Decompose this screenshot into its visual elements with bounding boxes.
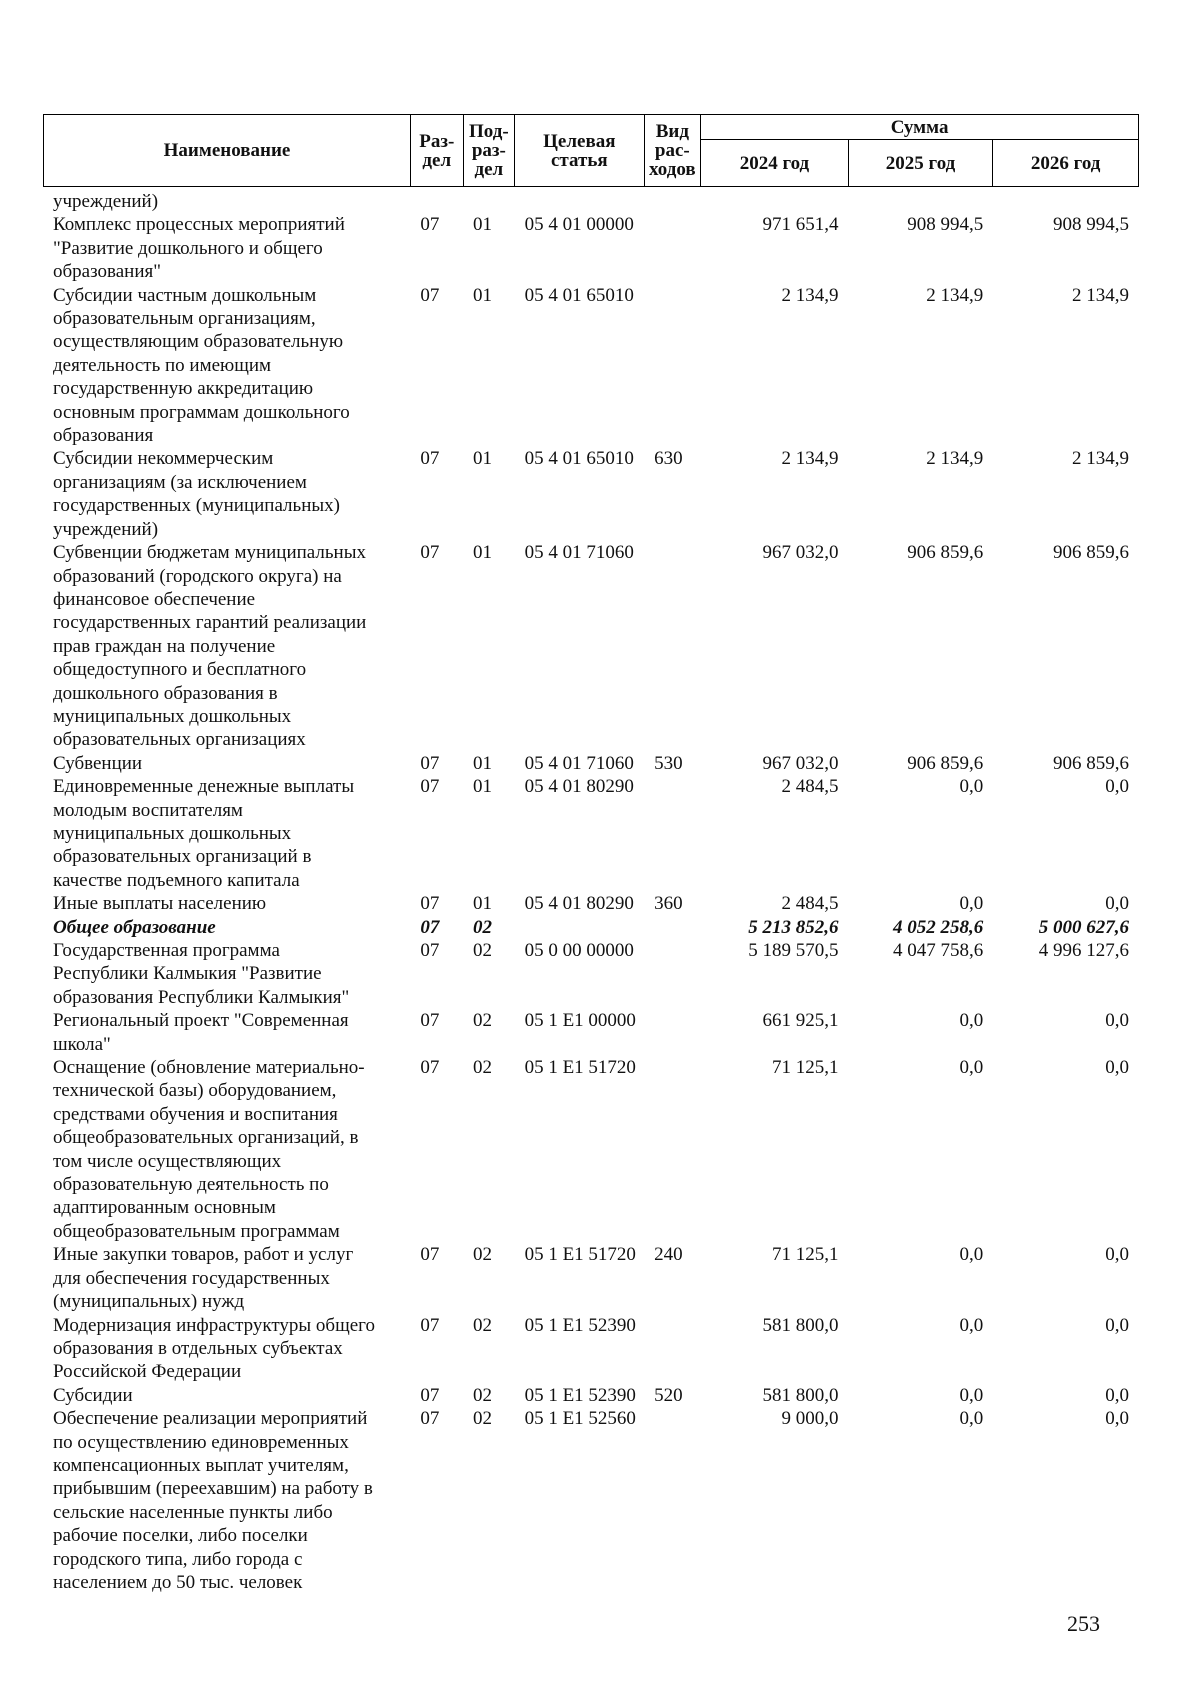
row-name: Обеспечение реализации мероприятий по осуществлению единовременных компенсационных выплат учителям, прибывшим (переехавшим) на работу в сельские населенные пункты либо рабочие поселки, либо поселки городского типа, либо города с населением до 50 тыс. человек xyxy=(53,1408,373,1593)
row-sum-2025: 0,0 xyxy=(959,1408,984,1430)
row-sum-2024: 581 800,0 xyxy=(762,1384,839,1406)
row-sum-2026 xyxy=(993,190,1139,213)
row-vid-rashodov xyxy=(644,284,701,448)
row-name: Иные закупки товаров, работ и услуг для обеспечения государственных (муниципальных) нужд xyxy=(53,1244,354,1313)
row-sum-2024: 2 484,5 xyxy=(781,776,839,798)
row-sum-2026: 908 994,5 xyxy=(1053,214,1129,236)
col-header-2025: 2025 год xyxy=(848,140,993,187)
budget-table-body xyxy=(43,190,1139,1594)
row-name: Субсидии частным дошкольным образовательным организациям, осуществляющим образовательную деятельность по имеющим государственную аккредитацию основным программам дошкольного образования xyxy=(53,284,350,447)
row-vid-rashodov: 520 xyxy=(654,1384,683,1406)
row-podrazdel: 02 xyxy=(472,1057,492,1079)
row-sum-2025: 908 994,5 xyxy=(907,214,984,236)
row-sum-2026: 0,0 xyxy=(1105,1314,1129,1336)
row-celevaya-statya: 05 4 01 65010 xyxy=(524,284,634,306)
row-vid-rashodov: 630 xyxy=(654,448,683,470)
row-sum-2024: 2 134,9 xyxy=(781,448,839,470)
row-celevaya-statya: 05 4 01 80290 xyxy=(524,776,634,798)
row-name: Модернизация инфраструктуры общего образования в отдельных субъектах Российской Федерации xyxy=(53,1314,375,1383)
row-sum-2026: 0,0 xyxy=(1105,1384,1129,1406)
row-vid-rashodov: 360 xyxy=(654,893,683,915)
row-name: Субвенции бюджетам муниципальных образований (городского округа) на финансовое обеспечение государственных гарантий реализации прав граждан на получение общедоступного и бесплатного дошкольного образования в муниципальных дошкольных образовательных организациях xyxy=(53,542,367,751)
row-razdel: 07 xyxy=(420,214,440,236)
row-vid-rashodov xyxy=(644,541,701,752)
row-sum-2026: 4 996 127,6 xyxy=(1038,940,1129,961)
row-sum-2024: 5 213 852,6 xyxy=(748,916,839,938)
row-sum-2025: 906 859,6 xyxy=(907,752,984,774)
row-sum-2025: 2 134,9 xyxy=(926,448,984,470)
row-podrazdel: 01 xyxy=(472,542,492,564)
table-row xyxy=(43,447,1139,541)
row-razdel: 07 xyxy=(420,448,440,470)
row-vid-rashodov: 240 xyxy=(654,1244,683,1266)
col-header-2024: 2024 год xyxy=(701,140,849,187)
row-sum-2024: 967 032,0 xyxy=(762,542,839,564)
row-podrazdel: 01 xyxy=(472,214,492,236)
row-podrazdel: 01 xyxy=(472,776,492,798)
table-row xyxy=(43,939,1139,1009)
table-row xyxy=(43,1407,1139,1594)
row-podrazdel: 02 xyxy=(472,1314,492,1336)
row-sum-2024 xyxy=(701,190,849,213)
table-row xyxy=(43,190,1139,213)
row-celevaya-statya: 05 4 01 71060 xyxy=(524,542,634,564)
row-vid-rashodov xyxy=(644,1407,701,1594)
row-sum-2025: 0,0 xyxy=(959,1314,984,1336)
row-podrazdel: 01 xyxy=(472,284,492,306)
table-row xyxy=(43,284,1139,448)
row-podrazdel: 02 xyxy=(472,1408,492,1430)
row-celevaya-statya: 05 1 E1 52390 xyxy=(524,1384,636,1406)
col-header-summa: Сумма xyxy=(701,115,1139,140)
row-podrazdel: 02 xyxy=(472,1010,492,1032)
row-razdel: 07 xyxy=(420,1408,440,1430)
row-sum-2026: 5 000 627,6 xyxy=(1038,916,1129,938)
row-celevaya-statya: 05 1 E1 51720 xyxy=(524,1057,636,1079)
row-razdel: 07 xyxy=(420,940,440,961)
row-podrazdel: 02 xyxy=(472,916,492,938)
row-sum-2025: 0,0 xyxy=(959,1010,984,1032)
row-name: Субсидии некоммерческим организациям (за исключением государственных (муниципальных) учреждений) xyxy=(53,448,340,540)
row-vid-rashodov xyxy=(644,939,701,1009)
row-podrazdel: 01 xyxy=(472,448,492,470)
row-razdel: 07 xyxy=(420,1244,440,1266)
row-podrazdel xyxy=(463,190,515,213)
row-podrazdel: 02 xyxy=(472,1384,492,1406)
row-razdel: 07 xyxy=(420,1384,440,1406)
table-row xyxy=(43,752,1139,775)
table-row xyxy=(43,775,1139,892)
table-row xyxy=(43,213,1139,283)
row-razdel: 07 xyxy=(420,1010,440,1032)
row-sum-2025: 0,0 xyxy=(959,893,984,915)
row-podrazdel: 02 xyxy=(472,940,492,961)
row-sum-2025: 2 134,9 xyxy=(926,284,984,306)
row-vid-rashodov xyxy=(644,775,701,892)
table-row xyxy=(43,1314,1139,1384)
row-celevaya-statya xyxy=(515,190,645,213)
row-vid-rashodov xyxy=(644,1056,701,1243)
row-vid-rashodov xyxy=(644,213,701,283)
col-header-vid: Вид рас- ходов xyxy=(644,115,701,187)
table-row xyxy=(43,916,1139,939)
row-vid-rashodov: 530 xyxy=(654,752,683,774)
row-name: Государственная программа Республики Калмыкия "Развитие образования Республики Калмыкия" xyxy=(53,940,350,1008)
row-razdel: 07 xyxy=(420,752,440,774)
row-name: Иные выплаты населению xyxy=(53,893,267,915)
col-header-podrazdel: Под- раз- дел xyxy=(463,115,515,187)
row-sum-2024: 71 125,1 xyxy=(772,1057,839,1079)
row-razdel: 07 xyxy=(420,1314,440,1336)
row-name: Субвенции xyxy=(53,752,143,774)
row-sum-2025: 0,0 xyxy=(959,776,984,798)
row-podrazdel: 01 xyxy=(472,893,492,915)
row-name: учреждений) xyxy=(53,191,159,212)
row-sum-2026: 0,0 xyxy=(1105,776,1129,798)
row-name: Общее образование xyxy=(53,916,216,938)
row-razdel: 07 xyxy=(420,284,440,306)
row-name: Субсидии xyxy=(53,1384,133,1406)
row-sum-2025: 4 047 758,6 xyxy=(892,940,984,961)
row-sum-2026: 2 134,9 xyxy=(1072,448,1129,470)
row-celevaya-statya: 05 1 E1 00000 xyxy=(524,1010,636,1032)
row-razdel: 07 xyxy=(420,1057,440,1079)
row-sum-2026: 0,0 xyxy=(1105,1244,1129,1266)
table-row xyxy=(43,892,1139,915)
row-sum-2026: 0,0 xyxy=(1105,1010,1129,1032)
row-sum-2026: 906 859,6 xyxy=(1053,752,1129,774)
row-razdel: 07 xyxy=(420,542,440,564)
row-vid-rashodov xyxy=(644,1009,701,1056)
row-sum-2025: 0,0 xyxy=(959,1384,984,1406)
row-sum-2024: 971 651,4 xyxy=(762,214,839,236)
row-sum-2025: 0,0 xyxy=(959,1244,984,1266)
row-vid-rashodov xyxy=(644,190,701,213)
row-celevaya-statya: 05 4 01 65010 xyxy=(524,448,634,470)
row-razdel: 07 xyxy=(420,916,440,938)
row-razdel: 07 xyxy=(420,776,440,798)
row-razdel: 07 xyxy=(420,893,440,915)
row-podrazdel: 01 xyxy=(472,752,492,774)
row-podrazdel: 02 xyxy=(472,1244,492,1266)
row-vid-rashodov xyxy=(644,916,701,939)
row-sum-2024: 581 800,0 xyxy=(762,1314,839,1336)
row-celevaya-statya: 05 4 01 80290 xyxy=(524,893,634,915)
row-sum-2025: 0,0 xyxy=(959,1057,984,1079)
table-header xyxy=(43,114,1139,187)
row-celevaya-statya: 05 1 E1 52390 xyxy=(524,1314,636,1336)
row-sum-2026: 0,0 xyxy=(1105,893,1129,915)
row-sum-2024: 71 125,1 xyxy=(772,1244,839,1266)
table-row xyxy=(43,1243,1139,1313)
table-row xyxy=(43,1384,1139,1407)
row-sum-2024: 2 134,9 xyxy=(781,284,839,306)
row-sum-2025 xyxy=(849,190,994,213)
col-header-2026: 2026 год xyxy=(993,140,1139,187)
row-celevaya-statya: 05 4 01 00000 xyxy=(524,214,634,236)
row-sum-2026: 0,0 xyxy=(1105,1057,1129,1079)
row-razdel xyxy=(410,190,463,213)
row-celevaya-statya: 05 1 E1 51720 xyxy=(524,1244,636,1266)
row-name: Региональный проект "Современная школа" xyxy=(53,1010,349,1055)
col-header-name: Наименование xyxy=(44,115,411,187)
col-header-celevaya: Целевая статья xyxy=(515,115,644,187)
row-sum-2025: 906 859,6 xyxy=(907,542,984,564)
row-sum-2024: 2 484,5 xyxy=(781,893,839,915)
row-sum-2024: 9 000,0 xyxy=(781,1408,839,1430)
row-celevaya-statya: 05 1 E1 52560 xyxy=(524,1408,636,1430)
row-name: Комплекс процессных мероприятий "Развитие дошкольного и общего образования" xyxy=(53,214,345,283)
row-celevaya-statya xyxy=(515,916,645,939)
row-sum-2024: 5 189 570,5 xyxy=(748,940,839,961)
row-sum-2026: 906 859,6 xyxy=(1053,542,1129,564)
col-header-razdel: Раз- дел xyxy=(411,115,464,187)
row-sum-2024: 967 032,0 xyxy=(762,752,839,774)
table-row xyxy=(43,541,1139,752)
row-sum-2024: 661 925,1 xyxy=(762,1010,839,1032)
row-vid-rashodov xyxy=(644,1314,701,1384)
table-row xyxy=(43,1009,1139,1056)
row-celevaya-statya: 05 0 00 00000 xyxy=(524,940,634,961)
row-sum-2026: 0,0 xyxy=(1105,1408,1129,1430)
page-number: 253 xyxy=(1067,1611,1100,1636)
table-row xyxy=(43,1056,1139,1243)
row-name: Оснащение (обновление материально- технической базы) оборудованием, средствами обучения и воспитания общеобразовательных организаций, в том числе осуществляющих образовательную деятельность по адаптированным основным общеобразовательным программам xyxy=(53,1057,365,1242)
row-name: Единовременные денежные выплаты молодым воспитателям муниципальных дошкольных образовательных организаций в качестве подъемного капитала xyxy=(53,776,355,891)
row-sum-2026: 2 134,9 xyxy=(1072,284,1129,306)
row-sum-2025: 4 052 258,6 xyxy=(892,916,984,938)
row-celevaya-statya: 05 4 01 71060 xyxy=(524,752,634,774)
